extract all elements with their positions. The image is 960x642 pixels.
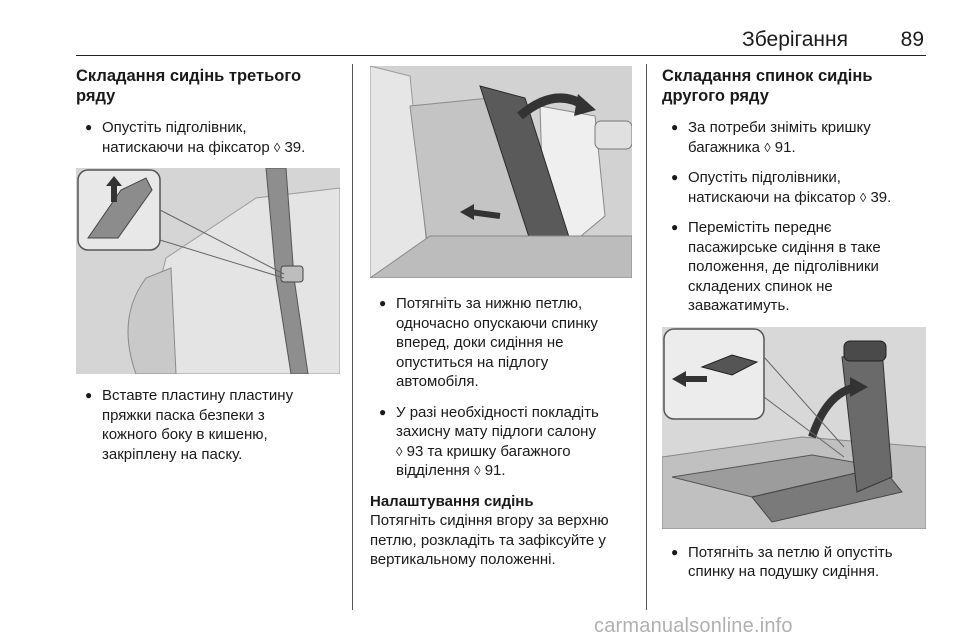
header-rule <box>76 55 926 56</box>
bullet-icon: ● <box>671 220 679 234</box>
header-title: Зберігання <box>742 28 848 51</box>
ref-arrow-icon: ◊ <box>859 189 867 205</box>
instruction-list <box>76 386 340 464</box>
figure-fold-second-row <box>662 327 926 529</box>
list-item: ● У разі необхідності покладіть захисну мату підлоги салону ◊ 93 та кришку багажного відділення ◊ 91. <box>379 403 599 479</box>
ref-arrow-icon: ◊ <box>273 139 281 155</box>
list-item: ● Опустіть підголівники, натискаючи на фіксатор ◊ 39. <box>671 169 892 206</box>
column-divider-right <box>646 64 647 610</box>
instruction-list <box>370 294 632 481</box>
page-ref-link[interactable]: 39. <box>870 188 892 206</box>
bullet-icon: ● <box>379 296 387 310</box>
page-ref-link[interactable]: 91. <box>774 138 796 156</box>
bullet-icon: ● <box>671 120 679 134</box>
watermark: carmanualsonline.info <box>594 615 793 637</box>
page-ref-link[interactable]: 39. <box>284 138 306 156</box>
section-heading-third-row: Складання сидінь третього ряду <box>76 67 302 105</box>
ref-arrow-icon: ◊ <box>396 443 403 459</box>
subheading-seat-adjust: Налаштування сидінь <box>370 492 534 510</box>
figure-fold-third-row <box>370 66 632 278</box>
list-item: ● За потреби зніміть кришку багажника ◊ 91. <box>671 119 871 156</box>
column-left <box>76 66 340 475</box>
bullet-icon: ● <box>671 170 679 184</box>
instruction-list <box>76 118 340 157</box>
page-ref-link[interactable]: 91. <box>484 462 506 479</box>
paragraph: Потягніть сидіння вгору за верхню петлю, розкладіть та зафіксуйте у вертикальному положенні. <box>370 512 609 568</box>
list-item: ● Потягніть за петлю й опустіть спинку на подушку сидіння. <box>671 543 893 580</box>
list-item: ● Вставте пластину пластину пряжки паска безпеки з кожного боку в кишеню, закріплену на паску. <box>85 387 294 463</box>
page-number: 89 <box>900 28 924 51</box>
column-middle <box>370 66 632 570</box>
instruction-list <box>662 118 926 316</box>
figure-seatbelt-pocket <box>76 168 340 374</box>
ref-arrow-icon: ◊ <box>474 463 481 478</box>
section-heading-second-row: Складання спинок сидінь другого ряду <box>662 67 873 105</box>
list-item: ● Опустіть підголівник, натискаючи на фіксатор ◊ 39. <box>85 119 306 156</box>
bullet-icon: ● <box>85 120 93 134</box>
column-divider-left <box>352 64 353 610</box>
bullet-icon: ● <box>379 404 387 419</box>
ref-arrow-icon: ◊ <box>764 139 771 155</box>
list-item: ● Потягніть за нижню петлю, одночасно опускаючи спинку вперед, доки сидіння не опуститься на підлогу автомобіля. <box>379 295 598 390</box>
bullet-icon: ● <box>671 544 679 559</box>
list-item: ● Перемістіть переднє пасажирське сидіння в таке положення, де підголівники складених спинок не заважатимуть. <box>671 219 881 314</box>
page-ref-link[interactable]: 93 та кришку багажного <box>406 442 571 460</box>
bullet-icon: ● <box>85 388 93 402</box>
column-right <box>662 66 926 593</box>
instruction-list <box>662 543 926 582</box>
